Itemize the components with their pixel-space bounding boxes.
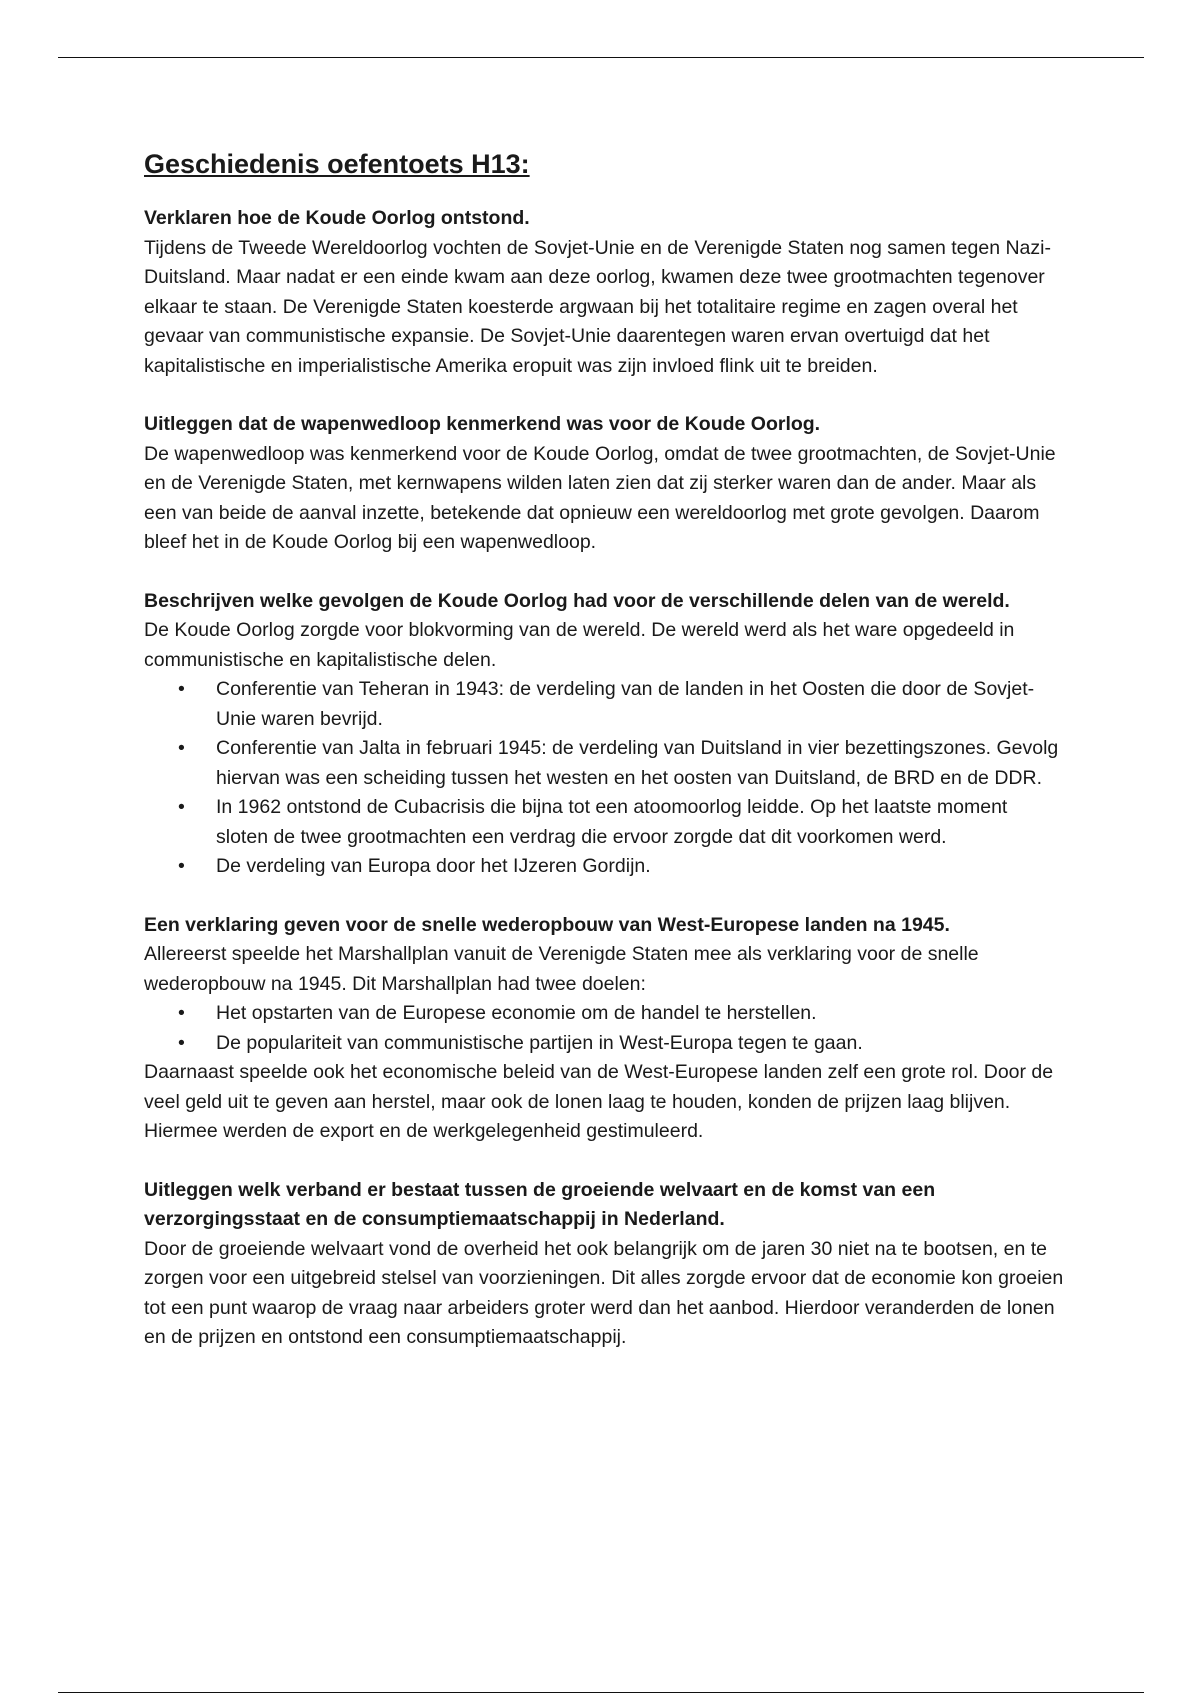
- footer-rule: [58, 1692, 1144, 1693]
- section-wapenwedloop: [144, 410, 1064, 558]
- section-heading: Uitleggen welk verband er bestaat tussen de groeiende welvaart en de komst van een verzorgingsstaat en de consumptiemaatschappij in Nederland.: [144, 1178, 936, 1230]
- section-gevolgen-koude-oorlog: [144, 587, 1064, 882]
- section-ontstaan-koude-oorlog: [144, 204, 1064, 381]
- section-verzorgingsstaat: [144, 1176, 1064, 1353]
- list-item: • In 1962 ontstond de Cubacrisis die bijna tot een atoomoorlog leidde. Op het laatste moment sloten de twee grootmachten een verdrag die ervoor zorgde dat dit voorkomen werd.: [144, 793, 1064, 852]
- section-heading: Een verklaring geven voor de snelle wederopbouw van West-Europese landen na 1945.: [144, 913, 950, 936]
- section-heading: Uitleggen dat de wapenwedloop kenmerkend was voor de Koude Oorlog.: [144, 413, 821, 435]
- header-rule: [58, 57, 1144, 58]
- list-item: • Conferentie van Jalta in februari 1945: de verdeling van Duitsland in vier bezettingszones. Gevolg hiervan was een scheiding tussen het westen en het oosten van Duitsland, de BRD en de DDR.: [144, 734, 1064, 793]
- section-wederopbouw: [144, 911, 1064, 1147]
- list-item: • De verdeling van Europa door het IJzeren Gordijn.: [144, 852, 1064, 882]
- section-paragraph: De wapenwedloop was kenmerkend voor de Koude Oorlog, omdat de twee grootmachten, de Sovjet-Unie en de Verenigde Staten, met kernwapens wilden laten zien dat zij sterker waren dan de ander. Maar als een van beide de aanval inzette, betekende dat opnieuw een wereldoorlog met grote gevolgen. Daarom bleef het in de Koude Oorlog bij een wapenwedloop.: [144, 442, 1056, 553]
- section-paragraph: De Koude Oorlog zorgde voor blokvorming van de wereld. De wereld werd als het ware opgedeeld in communistische en kapitalistische delen.: [144, 619, 1015, 671]
- list-item: • De populariteit van communistische partijen in West-Europa tegen te gaan.: [144, 1029, 1064, 1059]
- section-paragraph: Door de groeiende welvaart vond de overheid het ook belangrijk om de jaren 30 niet na te bootsen, en te zorgen voor een uitgebreid stelsel van voorzieningen. Dit alles zorgde ervoor dat de economie kon groeien tot een punt waarop de vraag naar arbeiders groter werd dan het aanbod. Hierdoor veranderden de lonen en de prijzen en ontstond een consumptiemaatschappij.: [144, 1237, 1064, 1348]
- section-paragraph: Allereerst speelde het Marshallplan vanuit de Verenigde Staten mee als verklaring voor de snelle wederopbouw na 1945. Dit Marshallplan had twee doelen:: [144, 943, 979, 995]
- section-heading: Verklaren hoe de Koude Oorlog ontstond.: [144, 207, 530, 229]
- list-item: • Het opstarten van de Europese economie om de handel te herstellen.: [144, 999, 1064, 1029]
- bullet-list: [144, 675, 1064, 882]
- section-heading: Beschrijven welke gevolgen de Koude Oorlog had voor de verschillende delen van de wereld.: [144, 589, 1010, 612]
- bullet-list: [144, 999, 1064, 1058]
- page-title: Geschiedenis oefentoets H13:: [144, 149, 530, 179]
- document-body: [144, 146, 1064, 1382]
- section-paragraph: Daarnaast speelde ook het economische beleid van de West-Europese landen zelf een grote rol. Door de veel geld uit te geven aan herstel, maar ook de lonen laag te houden, konden de prijzen laag blijven. Hiermee werden de export en de werkgelegenheid gestimuleerd.: [144, 1061, 1054, 1142]
- section-paragraph: Tijdens de Tweede Wereldoorlog vochten de Sovjet-Unie en de Verenigde Staten nog samen tegen Nazi-Duitsland. Maar nadat er een einde kwam aan deze oorlog, kwamen deze twee grootmachten tegenover elkaar te staan. De Verenigde Staten koesterde argwaan bij het totalitaire regime en zagen overal het gevaar van communistische expansie. De Sovjet-Unie daarentegen waren ervan overtuigd dat het kapitalistische en imperialistische Amerika eropuit was zijn invloed flink uit te breiden.: [144, 236, 1051, 377]
- list-item: • Conferentie van Teheran in 1943: de verdeling van de landen in het Oosten die door de Sovjet-Unie waren bevrijd.: [144, 675, 1064, 734]
